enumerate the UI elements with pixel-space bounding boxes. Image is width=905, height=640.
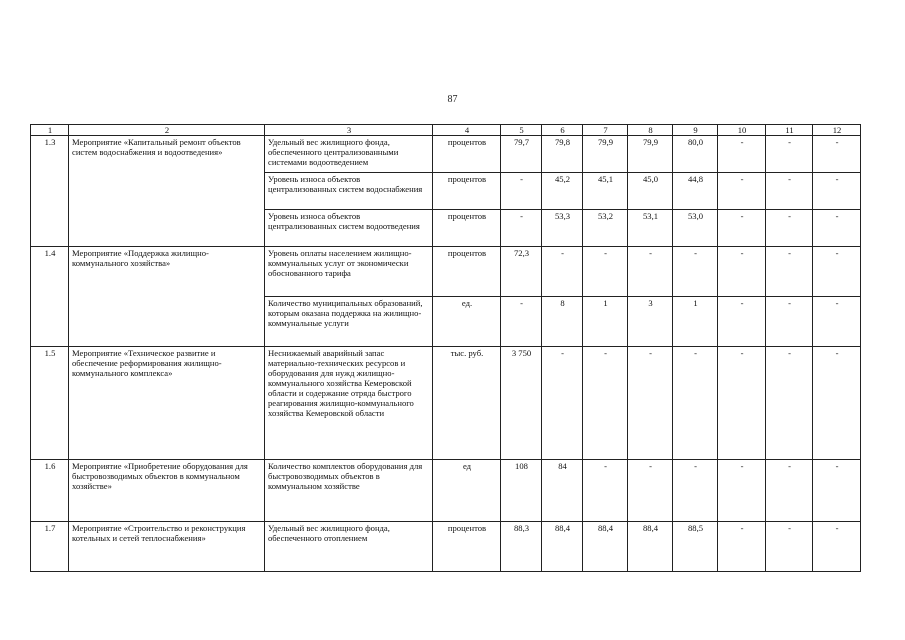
value-cell: - <box>766 210 813 247</box>
value-cell: - <box>718 460 766 522</box>
header-row <box>31 125 861 136</box>
value-cell: 1 <box>583 297 628 347</box>
value-cell: - <box>813 210 861 247</box>
measure-name: Мероприятие «Строительство и реконструкция котельных и сетей теплоснабжения» <box>69 522 265 572</box>
value-cell: - <box>766 297 813 347</box>
indicator-name: Удельный вес жилищного фонда, обеспеченного отоплением <box>265 522 433 572</box>
unit-cell: ед. <box>433 297 501 347</box>
value-cell: 79,9 <box>583 136 628 173</box>
column-header: 12 <box>813 125 861 136</box>
value-cell: - <box>542 347 583 460</box>
value-cell: 84 <box>542 460 583 522</box>
indicator-name: Уровень износа объектов централизованных систем водоотведения <box>265 210 433 247</box>
value-cell: 79,9 <box>628 136 673 173</box>
table-row <box>31 347 861 460</box>
value-cell: - <box>718 522 766 572</box>
indicator-name: Неснижаемый аварийный запас материально-технических ресурсов и оборудования для нужд жилищно-коммунального хозяйства Кемеровской области и содержание отряда быстрого реагирования жилищно-коммунального хозяйства Кемеровской области <box>265 347 433 460</box>
value-cell: - <box>718 297 766 347</box>
unit-cell: процентов <box>433 136 501 173</box>
value-cell: - <box>673 460 718 522</box>
measure-name: Мероприятие «Приобретение оборудования для быстровозводимых объектов в коммунальном хозяйстве» <box>69 460 265 522</box>
value-cell: 8 <box>542 297 583 347</box>
value-cell: - <box>718 136 766 173</box>
page-number: 87 <box>447 94 458 105</box>
value-cell: 44,8 <box>673 173 718 210</box>
column-header: 7 <box>583 125 628 136</box>
unit-cell: процентов <box>433 247 501 297</box>
indicator-name: Удельный вес жилищного фонда, обеспеченного централизованными системами водоотведением <box>265 136 433 173</box>
value-cell: - <box>501 210 542 247</box>
unit-cell: тыс. руб. <box>433 347 501 460</box>
value-cell: 79,7 <box>501 136 542 173</box>
value-cell: - <box>813 522 861 572</box>
unit-cell: ед <box>433 460 501 522</box>
value-cell: - <box>673 347 718 460</box>
value-cell: - <box>583 347 628 460</box>
value-cell: - <box>766 247 813 297</box>
value-cell: - <box>813 247 861 297</box>
value-cell: - <box>583 460 628 522</box>
value-cell: - <box>628 247 673 297</box>
value-cell: - <box>718 247 766 297</box>
value-cell: - <box>718 210 766 247</box>
indicator-name: Уровень оплаты населением жилищно-коммунальных услуг от экономически обоснованного тарифа <box>265 247 433 297</box>
indicators-table <box>30 124 861 572</box>
value-cell: - <box>501 297 542 347</box>
column-header: 10 <box>718 125 766 136</box>
item-number: 1.3 <box>31 136 69 247</box>
unit-cell: процентов <box>433 173 501 210</box>
table-row <box>31 460 861 522</box>
value-cell: 3 750 <box>501 347 542 460</box>
value-cell: 3 <box>628 297 673 347</box>
unit-cell: процентов <box>433 210 501 247</box>
value-cell: 88,4 <box>542 522 583 572</box>
value-cell: 88,3 <box>501 522 542 572</box>
unit-cell: процентов <box>433 522 501 572</box>
value-cell: - <box>813 136 861 173</box>
value-cell: - <box>583 247 628 297</box>
value-cell: - <box>718 347 766 460</box>
table-row <box>31 136 861 173</box>
item-number: 1.4 <box>31 247 69 347</box>
value-cell: 88,5 <box>673 522 718 572</box>
value-cell: - <box>813 347 861 460</box>
value-cell: 72,3 <box>501 247 542 297</box>
value-cell: - <box>813 173 861 210</box>
measure-name: Мероприятие «Поддержка жилищно-коммунального хозяйства» <box>69 247 265 347</box>
value-cell: 45,1 <box>583 173 628 210</box>
column-header: 3 <box>265 125 433 136</box>
value-cell: 53,1 <box>628 210 673 247</box>
column-header: 5 <box>501 125 542 136</box>
indicator-name: Количество комплектов оборудования для быстровозводимых объектов в коммунальном хозяйстве <box>265 460 433 522</box>
value-cell: - <box>813 460 861 522</box>
value-cell: - <box>813 297 861 347</box>
column-header: 9 <box>673 125 718 136</box>
value-cell: - <box>766 460 813 522</box>
measure-name: Мероприятие «Капитальный ремонт объектов систем водоснабжения и водоотведения» <box>69 136 265 247</box>
value-cell: 53,0 <box>673 210 718 247</box>
value-cell: - <box>766 136 813 173</box>
value-cell: 108 <box>501 460 542 522</box>
value-cell: 79,8 <box>542 136 583 173</box>
column-header: 8 <box>628 125 673 136</box>
value-cell: - <box>501 173 542 210</box>
column-header: 4 <box>433 125 501 136</box>
column-header: 6 <box>542 125 583 136</box>
value-cell: 45,2 <box>542 173 583 210</box>
value-cell: 53,2 <box>583 210 628 247</box>
table-row <box>31 247 861 297</box>
indicator-name: Уровень износа объектов централизованных систем водоснабжения <box>265 173 433 210</box>
measure-name: Мероприятие «Техническое развитие и обеспечение реформирования жилищно-коммунального комплекса» <box>69 347 265 460</box>
table-row <box>31 522 861 572</box>
item-number: 1.7 <box>31 522 69 572</box>
value-cell: - <box>628 460 673 522</box>
column-header: 1 <box>31 125 69 136</box>
value-cell: 80,0 <box>673 136 718 173</box>
value-cell: - <box>628 347 673 460</box>
value-cell: - <box>542 247 583 297</box>
indicator-name: Количество муниципальных образований, которым оказана поддержка на жилищно-коммунальные услуги <box>265 297 433 347</box>
column-header: 2 <box>69 125 265 136</box>
value-cell: 53,3 <box>542 210 583 247</box>
value-cell: 88,4 <box>628 522 673 572</box>
value-cell: - <box>673 247 718 297</box>
value-cell: - <box>766 522 813 572</box>
value-cell: 1 <box>673 297 718 347</box>
value-cell: 88,4 <box>583 522 628 572</box>
value-cell: - <box>718 173 766 210</box>
item-number: 1.6 <box>31 460 69 522</box>
value-cell: 45,0 <box>628 173 673 210</box>
value-cell: - <box>766 173 813 210</box>
item-number: 1.5 <box>31 347 69 460</box>
value-cell: - <box>766 347 813 460</box>
column-header: 11 <box>766 125 813 136</box>
